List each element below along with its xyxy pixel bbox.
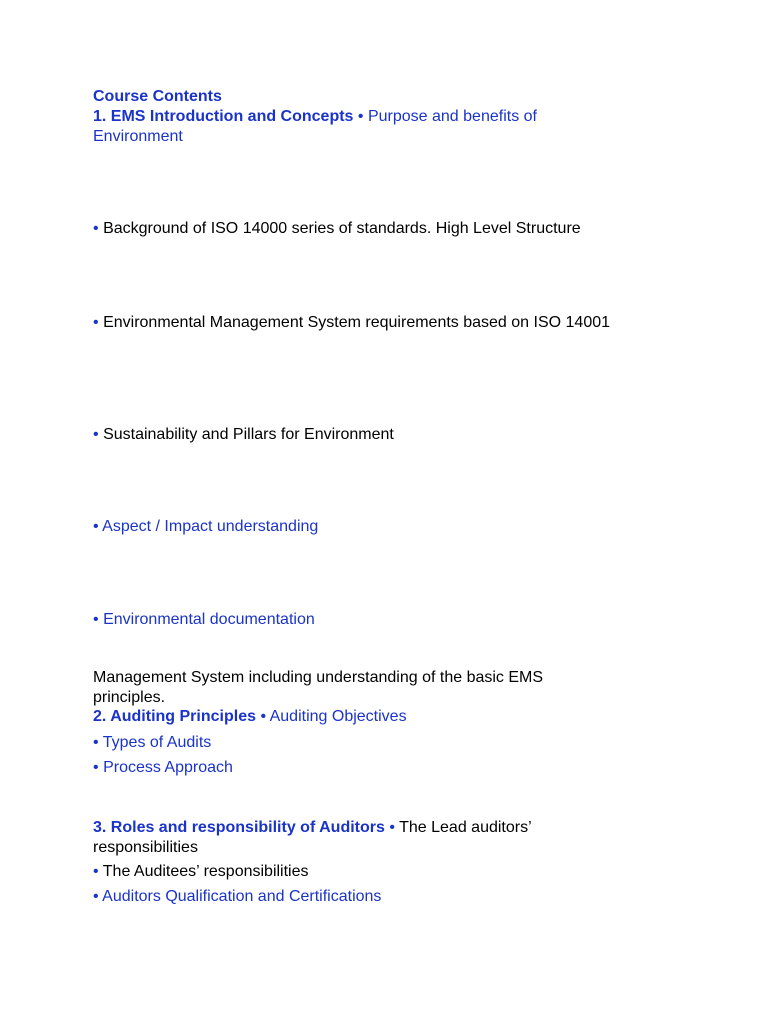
bullet-glyph: • [93,314,99,331]
section-3-heading: 3. Roles and responsibility of Auditors [93,819,385,836]
item-text: Aspect / Impact understanding [102,518,319,535]
section-1-heading-line [93,107,613,147]
section-1-item-2 [93,313,638,333]
section-3-heading-line [93,818,603,858]
item-text: Environmental documentation [103,611,315,628]
bullet-glyph: • [93,759,99,776]
item-text: The Auditees’ responsibilities [102,863,309,880]
section-1-item-4 [93,517,693,537]
item-text: Sustainability and Pillars for Environment [103,426,394,443]
section-2-item-1 [93,733,693,753]
section-3-first-item: The Lead auditors’ responsibilities [93,819,532,856]
item-text: Background of ISO 14000 series of standards. High Level Structure [103,220,581,237]
section-2-heading-line [93,707,693,727]
section-2-item-2 [93,758,693,778]
section-1-item-5 [93,610,693,630]
item-text: Types of Audits [102,734,212,751]
section-2-heading: 2. Auditing Principles [93,708,256,725]
bullet-glyph: • [260,708,267,725]
bullet-glyph: • [93,863,99,880]
section-1-first-item: Purpose and benefits of Environment [93,108,537,145]
bullet-glyph: • [93,611,99,628]
item-text: Environmental Management System requirements based on ISO 14001 [103,314,611,331]
bullet-glyph: • [93,518,99,535]
item-text: Process Approach [103,759,233,776]
bullet-glyph: • [357,108,364,125]
bullet-glyph: • [93,220,99,237]
section-1-closing-text: Management System including understanding of the basic EMS principles. [93,669,544,706]
section-1-heading: 1. EMS Introduction and Concepts [93,108,354,125]
section-2-first-item: Auditing Objectives [269,708,407,725]
bullet-glyph: • [93,426,99,443]
item-text: Auditors Qualification and Certifications [102,888,382,905]
section-3-item-2 [93,887,693,907]
bullet-glyph: • [389,819,395,836]
bullet-glyph: • [93,888,99,905]
section-3-item-1 [93,862,693,882]
section-1-item-3 [93,425,693,445]
course-contents-title: Course Contents [93,88,222,105]
bullet-glyph: • [93,734,99,751]
section-1-item-1 [93,219,693,239]
